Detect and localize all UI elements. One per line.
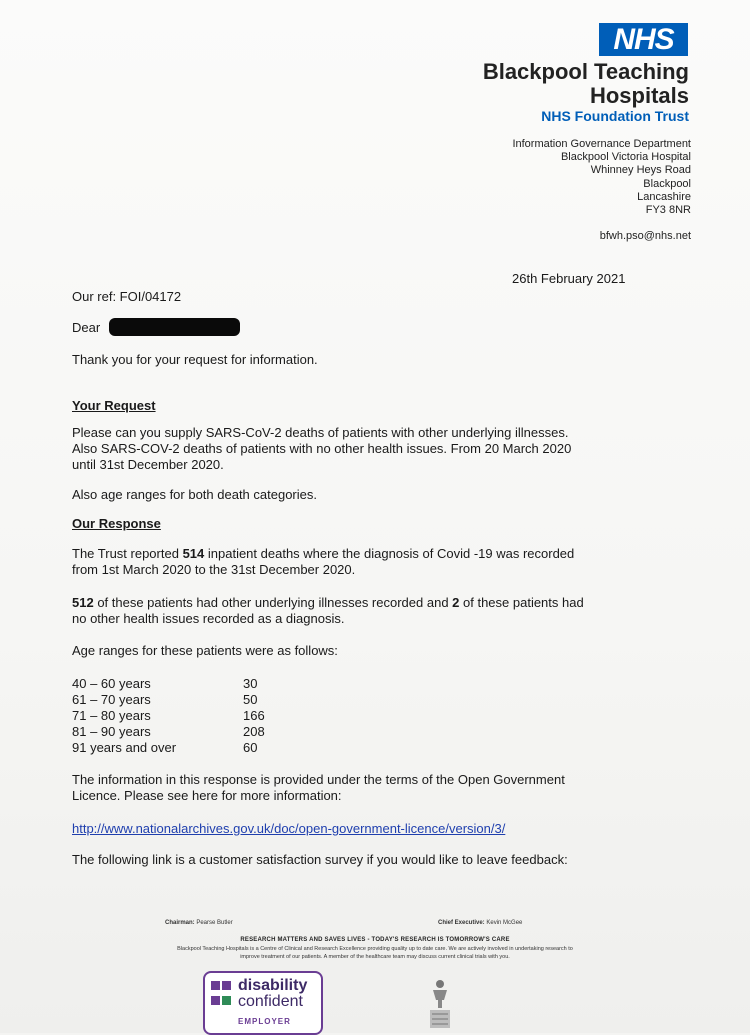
badge-square-icon [211, 981, 220, 990]
request-line: Please can you supply SARS-CoV-2 deaths of patients with other underlying illnesses. [72, 425, 569, 440]
address-line: FY3 8NR [645, 204, 691, 216]
trust-name: NHS Foundation Trust [541, 108, 689, 124]
age-range-label: 61 – 70 years [72, 692, 151, 707]
badge-square-icon [211, 996, 220, 1005]
response-paragraph-1 [72, 546, 574, 562]
response-paragraph-2 [72, 595, 584, 611]
chairman-label: Chairman: [165, 920, 195, 926]
footer-note: Blackpool Teaching Hospitals is a Centre of Clinical and Research Excellence providing quality up to date care. We are actively involved in undertaking research to [177, 946, 573, 952]
licence-link[interactable]: http://www.nationalarchives.gov.uk/doc/open-government-licence/version/3/ [72, 821, 506, 836]
text-run: of these patients had other underlying illnesses recorded and [93, 595, 453, 610]
request-line: until 31st December 2020. [72, 457, 224, 472]
ceo-name: Kevin McGee [486, 920, 523, 926]
disability-confident-badge [203, 971, 323, 1035]
intro-text: Thank you for your request for information. [72, 352, 318, 367]
request-age-line: Also age ranges for both death categories. [72, 487, 317, 502]
text-run: The Trust reported [72, 546, 183, 561]
badge-word-confident: confident [238, 993, 303, 1010]
salutation: Dear [72, 320, 101, 335]
chief-executive [438, 920, 522, 926]
age-range-label: 71 – 80 years [72, 708, 151, 723]
letter-date: 26th February 2021 [512, 271, 626, 286]
redacted-name [109, 318, 240, 336]
no-issues-count: 2 [452, 595, 460, 610]
award-emblem-icon [427, 978, 453, 1030]
address-line: Whinney Heys Road [590, 164, 691, 176]
age-range-label: 91 years and over [72, 740, 177, 755]
chairman-name: Pearse Butler [196, 920, 233, 926]
ceo-label: Chief Executive: [438, 920, 485, 926]
survey-text: The following link is a customer satisfaction survey if you would like to leave feedback: [72, 852, 568, 867]
response-paragraph-1-line2: from 1st March 2020 to the 31st December 2020. [72, 562, 356, 577]
badge-square-icon [222, 981, 231, 990]
address-line: Information Governance Department [512, 138, 691, 150]
contact-email[interactable]: bfwh.pso@nhs.net [599, 230, 691, 242]
licence-text-line2: Licence. Please see here for more information: [72, 788, 342, 803]
reference: Our ref: FOI/04172 [72, 289, 182, 304]
text-run: inpatient deaths where the diagnosis of Covid -19 was recorded [204, 546, 575, 561]
text-run: of these patients had [459, 595, 584, 610]
response-heading: Our Response [72, 516, 161, 531]
chairman [165, 920, 233, 926]
address-line: Blackpool [643, 178, 691, 190]
total-deaths: 514 [182, 546, 205, 561]
org-name-line2: Hospitals [589, 83, 689, 108]
age-range-value: 166 [243, 708, 265, 723]
age-range-value: 50 [243, 692, 258, 707]
org-name-line1: Blackpool Teaching [482, 59, 689, 84]
age-range-value: 30 [243, 676, 258, 691]
address-line: Lancashire [637, 191, 691, 203]
address-line: Blackpool Victoria Hospital [560, 151, 691, 163]
age-range-label: 81 – 90 years [72, 724, 151, 739]
age-range-value: 208 [243, 724, 265, 739]
response-paragraph-2-line2: no other health issues recorded as a diagnosis. [72, 611, 345, 626]
underlying-count: 512 [72, 595, 94, 610]
badge-word-disability: disability [238, 977, 308, 994]
footer-note-line2: improve treatment of our patients. A member of the healthcare team may discuss current clinical trials with you. [240, 954, 510, 960]
request-heading: Your Request [72, 398, 156, 413]
footer-motto: RESEARCH MATTERS AND SAVES LIVES - TODAY'S RESEARCH IS TOMORROW'S CARE [240, 937, 510, 943]
age-intro: Age ranges for these patients were as follows: [72, 643, 338, 658]
badge-square-icon [222, 996, 231, 1005]
age-range-label: 40 – 60 years [72, 676, 151, 691]
nhs-logo: NHS [599, 23, 688, 56]
age-range-value: 60 [243, 740, 258, 755]
badge-word-employer: EMPLOYER [235, 1017, 294, 1026]
licence-text: The information in this response is provided under the terms of the Open Government [72, 772, 565, 787]
request-line: Also SARS-COV-2 deaths of patients with no other health issues. From 20 March 2020 [72, 441, 572, 456]
